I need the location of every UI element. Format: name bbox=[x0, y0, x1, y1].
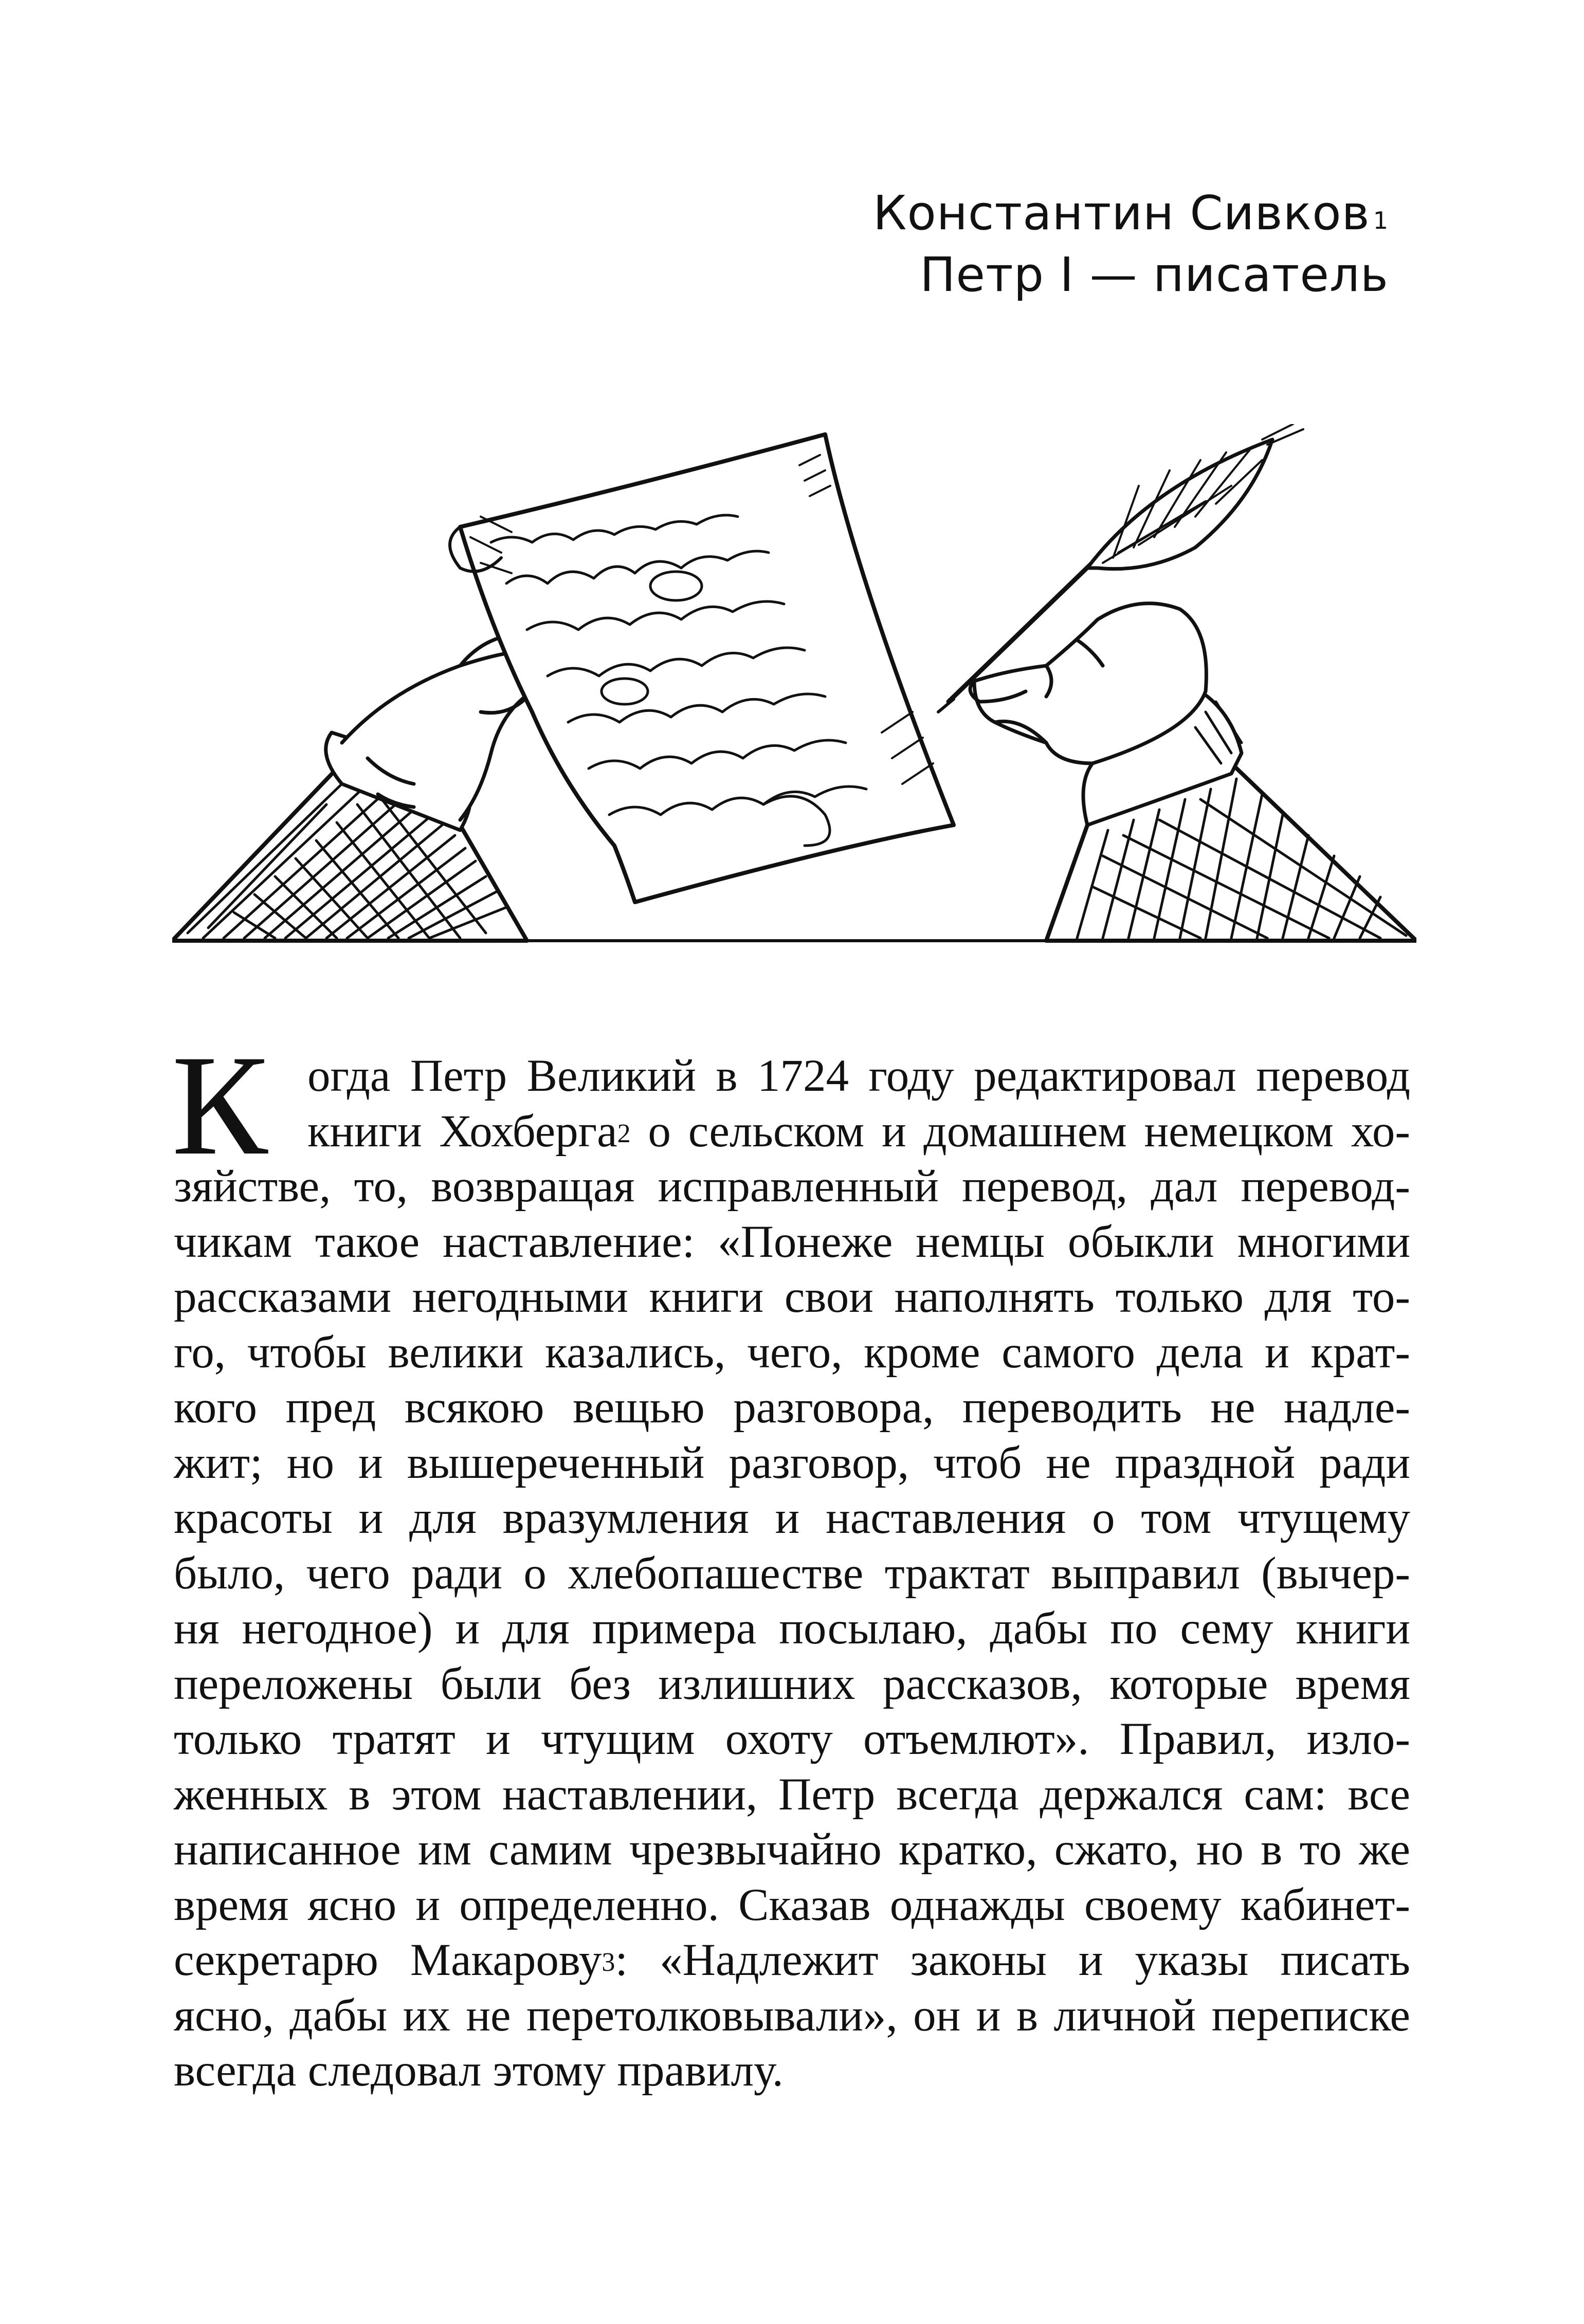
footnote-marker: 3 bbox=[602, 1948, 615, 1977]
text-line bbox=[174, 1104, 1410, 1160]
text-segment: книги Хохберга bbox=[307, 1106, 617, 1157]
drop-cap: К bbox=[172, 1025, 268, 1185]
text-line: ня негодное) и для примера посылаю, дабы по сему книги bbox=[174, 1603, 1410, 1654]
article-title: Петр I — писатель bbox=[920, 247, 1389, 302]
text-line: время ясно и определенно. Сказав однажды своему кабинет- bbox=[174, 1879, 1410, 1930]
text-segment: : «Надлежит законы и указы писать bbox=[615, 1935, 1410, 1985]
article-header bbox=[873, 182, 1389, 306]
article-body bbox=[172, 1025, 1410, 2099]
text-line bbox=[174, 1933, 1410, 1988]
text-line: жит; но и вышереченный разговор, чтоб не праздной ради bbox=[174, 1437, 1410, 1488]
text-segment: о сельском и домашнем немецком хо- bbox=[630, 1106, 1410, 1157]
text-line: чикам такое наставление: «Понеже немцы обыкли многими bbox=[174, 1216, 1410, 1267]
author-line bbox=[873, 182, 1389, 244]
text-line: переложены были без излишних рассказов, которые время bbox=[174, 1658, 1410, 1709]
text-line: рассказами негодными книги свои наполнять только для то- bbox=[174, 1272, 1410, 1322]
text-segment: секретарю Макарову bbox=[174, 1935, 602, 1985]
text-line: только тратят и чтущим охоту отъемлют». Правил, изло- bbox=[174, 1714, 1410, 1764]
text-line: было, чего ради о хлебопашестве трактат выправил (вычер- bbox=[174, 1548, 1410, 1599]
author-name: Константин Сивков bbox=[873, 186, 1370, 241]
text-line: женных в этом наставлении, Петр всегда держался сам: все bbox=[174, 1769, 1410, 1820]
text-line: ясно, дабы их не перетолковывали», он и в личной переписке bbox=[174, 1990, 1410, 2041]
text-line: написанное им самим чрезвычайно кратко, сжато, но в то же bbox=[174, 1824, 1410, 1875]
text-line: красоты и для вразумления и наставления о том чтущему bbox=[174, 1493, 1410, 1543]
footnote-marker: 2 bbox=[617, 1119, 631, 1148]
text-line: всегда следовал этому правилу. bbox=[174, 2045, 784, 2096]
text-line: кого пред всякою вещью разговора, переводить не надле- bbox=[174, 1382, 1410, 1433]
author-footnote-marker: 1 bbox=[1373, 207, 1389, 234]
text-line: зяйстве, то, возвращая исправленный перевод, дал перевод- bbox=[174, 1161, 1410, 1212]
text-line: го, чтобы велики казались, чего, кроме самого дела и крат- bbox=[174, 1327, 1410, 1378]
text-line: огда Петр Великий в 1724 году редактировал перевод bbox=[307, 1051, 1410, 1101]
handwritten-letter bbox=[450, 434, 954, 902]
hands-letter-quill-icon bbox=[172, 424, 1416, 959]
